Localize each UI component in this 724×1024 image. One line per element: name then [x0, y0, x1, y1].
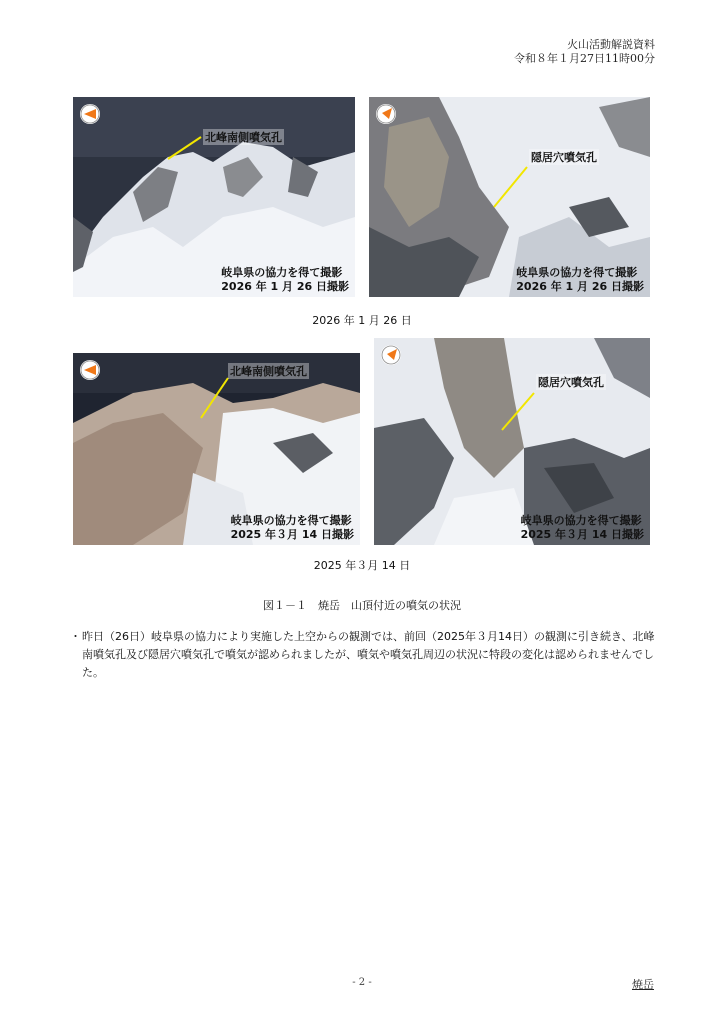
- document-timestamp: 令和８年１月27日11時00分: [514, 52, 655, 65]
- photo-inkyo-ana-2025: [374, 338, 650, 545]
- observation-text: 昨日（26日）岐阜県の協力により実施した上空からの観測では、前回（2025年３月14日）の観測に引き続き、北峰南噴気孔及び隠居穴噴気孔で噴気が認められましたが、噴気や噴気孔周辺の状況に特段の変化は認められませんでした。: [82, 630, 655, 679]
- volcano-name: 焼岳: [632, 978, 654, 991]
- photo-credit: 岐阜県の協力を得て撮影 2026 年 1 月 26 日撮影: [516, 266, 644, 293]
- vent-label: 隠居穴噴気孔: [531, 151, 597, 164]
- row2-date-caption: 2025 年３月 14 日: [313, 559, 411, 572]
- compass-north-icon: [381, 345, 401, 365]
- compass-north-icon: [376, 104, 396, 124]
- row1-date-caption: 2026 年 1 月 26 日: [312, 314, 412, 327]
- photo-north-peak-2025: [73, 353, 360, 545]
- compass-north-icon: [80, 360, 100, 380]
- document-title: 火山活動解説資料: [567, 38, 655, 51]
- page-number: - 2 -: [352, 977, 372, 988]
- document-header: [514, 38, 655, 66]
- vent-label: 北峰南側噴気孔: [205, 131, 282, 144]
- vent-label: 北峰南側噴気孔: [230, 365, 307, 378]
- photo-credit: 岐阜県の協力を得て撮影 2026 年 1 月 26 日撮影: [221, 266, 349, 293]
- photo-credit: 岐阜県の協力を得て撮影 2025 年３月 14 日撮影: [520, 514, 644, 541]
- figure-caption: 図１－１ 焼岳 山頂付近の噴気の状況: [263, 599, 461, 612]
- photo-credit: 岐阜県の協力を得て撮影 2025 年３月 14 日撮影: [230, 514, 354, 541]
- bullet-mark: ・: [70, 630, 81, 643]
- observation-summary: [70, 628, 660, 682]
- photo-north-peak-2026: [73, 97, 355, 297]
- vent-label: 隠居穴噴気孔: [538, 376, 604, 389]
- compass-north-icon: [80, 104, 100, 124]
- photo-inkyo-ana-2026: [369, 97, 650, 297]
